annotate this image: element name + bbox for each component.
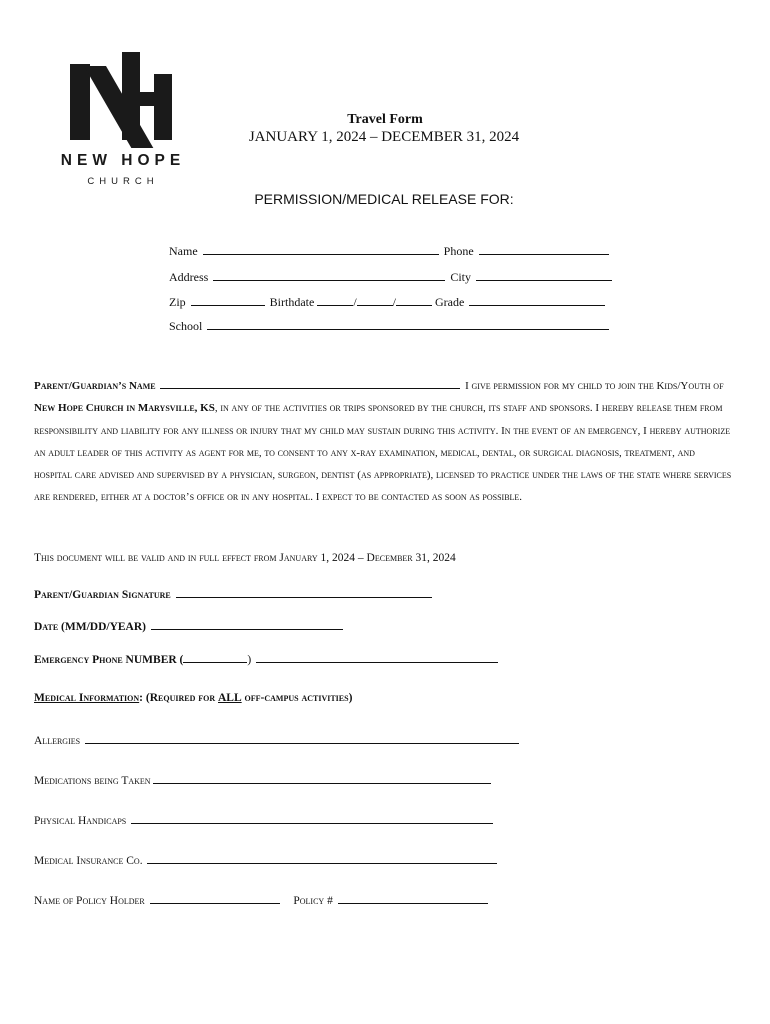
form-title: Travel Form [347,112,423,127]
insurance-field[interactable] [147,853,497,864]
logo-subtitle: CHURCH [87,176,159,187]
emergency-phone-label: Emergency Phone NUMBER ( [34,654,184,666]
birthdate-label: Birthdate [269,295,315,309]
handicaps-label: Physical Handicaps [34,815,127,827]
medications-label: Medications being Taken [34,775,151,787]
signature-label: Parent/Guardian Signature [34,589,171,601]
address-field[interactable] [213,269,445,281]
birthdate-separator: / [353,295,357,309]
allergies-row [34,733,521,747]
name-field[interactable] [203,243,439,255]
consent-text-3: , in any of the activities or trips sponsored by the church, its staff and sponsors. I hereby release them from responsibility and liability for any illness or injury that my child may sustain during this activity. In the event of an emergency, I hereby authorize an adult leader of this activity as agent for me, to consent to any x-ray examination, medical, dental, or surgical diagnosis, treatment, and hospital care advised and supervised by a physician, surgeon, dentist (as appropriate), licensed to practice under the laws of the state where services are rendered, either at a doctor’s office or in any hospital. I expect to be contacted as soon as possible. [34,402,732,504]
emergency-paren-close: ) [247,654,252,666]
nh-monogram-icon [70,52,174,142]
insurance-label: Medical Insurance Co. [34,855,143,867]
zip-field[interactable] [191,294,265,306]
grade-label: Grade [435,295,465,309]
medical-note-all: ALL [218,692,242,704]
handicaps-row [34,813,495,827]
name-phone-row [169,243,611,259]
signature-field[interactable] [176,587,432,598]
school-label: School [169,319,203,333]
zip-birthdate-grade-row [169,294,607,310]
form-date-range: JANUARY 1, 2024 – DECEMBER 31, 2024 [248,129,520,145]
policy-holder-field[interactable] [150,893,280,904]
signature-row [34,587,434,601]
consent-paragraph [34,375,734,509]
permission-heading: PERMISSION/MEDICAL RELEASE FOR: [254,191,514,207]
emergency-area-code-field[interactable] [183,651,247,663]
policy-number-label: Policy # [293,895,333,907]
school-field[interactable] [207,318,609,330]
handicaps-field[interactable] [131,813,493,824]
policy-row [34,893,490,907]
guardian-name-label: Parent/Guardian’s Name [34,380,156,392]
city-field[interactable] [476,269,612,281]
consent-text-2: Kids/Youth of [656,380,724,392]
name-label: Name [169,244,198,258]
allergies-label: Allergies [34,735,81,747]
birthdate-day-field[interactable] [357,294,393,306]
medical-note-post: off-campus activities) [241,692,353,704]
logo-wordmark: NEW HOPE [60,152,186,169]
date-label: Date (MM/DD/YEAR) [34,621,146,633]
medical-heading-row [34,692,352,704]
consent-text-1: I give permission for my child to join the [465,380,654,392]
phone-field[interactable] [479,243,609,255]
medical-note-pre: : (Required for [139,692,218,704]
medications-field[interactable] [153,773,491,784]
church-name: New Hope Church in Marysville, KS [34,402,215,415]
birthdate-separator: / [392,295,397,309]
emergency-phone-field[interactable] [256,652,498,663]
allergies-field[interactable] [85,733,519,744]
validity-statement: This document will be valid and in full effect from January 1, 2024 – December 31, 2024 [34,552,456,564]
guardian-name-field[interactable] [160,378,460,389]
zip-label: Zip [169,295,186,309]
medications-row [34,773,493,787]
school-row [169,318,611,334]
birthdate-year-field[interactable] [396,294,432,306]
address-label: Address [169,270,209,284]
birthdate-month-field[interactable] [317,294,353,306]
policy-holder-label: Name of Policy Holder [34,895,145,907]
date-field[interactable] [151,619,343,630]
policy-number-field[interactable] [338,893,488,904]
insurance-row [34,853,499,867]
city-label: City [450,270,471,284]
grade-field[interactable] [469,294,605,306]
medical-heading: Medical Information [34,692,140,704]
emergency-phone-row [34,651,500,666]
date-row [34,619,345,633]
address-city-row [169,269,614,285]
phone-label: Phone [443,244,474,258]
